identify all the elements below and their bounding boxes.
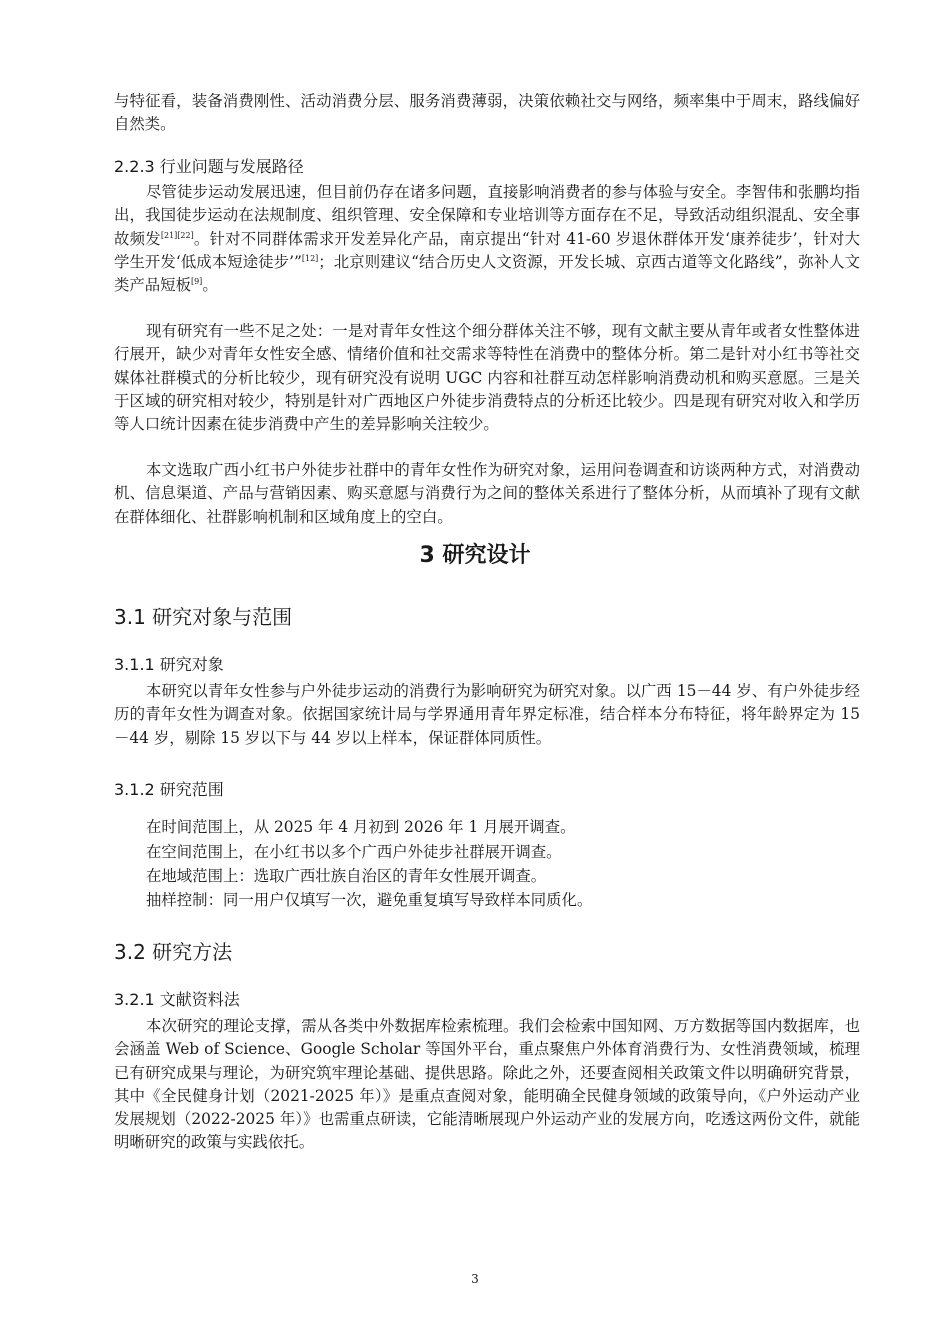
section-heading-3-2: 3.2 研究方法 bbox=[114, 940, 233, 964]
scope-line-sampling: 抽样控制：同一用户仅填写一次，避免重复填写导致样本同质化。 bbox=[146, 891, 593, 909]
section-heading-3-1-1: 3.1.1 研究对象 bbox=[114, 655, 224, 674]
citation-marker: [9] bbox=[190, 277, 203, 287]
paragraph-text: 尽管徒步运动发展迅速，但目前仍存在诸多问题，直接影响消费者的参与体验与安全。李智伟和张鹏均指出，我国徒步运动在法规制度、组织管理、安全保障和专业培训等方面存在不足，导致活动组织混乱、安全事故频发 bbox=[114, 183, 860, 248]
section-heading-3-2-1: 3.2.1 文献资料法 bbox=[114, 990, 240, 1009]
paragraph-text: 。针对不同群体需求开发差异化产品，南京提出“针对 41-60 岁退休群体开发‘康养徒步’，针对大学生开发‘低成本短途徒步’” bbox=[114, 229, 860, 271]
scope-line-time: 在时间范围上，从 2025 年 4 月初到 2026 年 1 月展开调查。 bbox=[146, 818, 576, 836]
section-heading-3-1-2: 3.1.2 研究范围 bbox=[114, 780, 224, 799]
paragraph-text: ；北京则建议“结合历史人文资源，开发长城、京西古道等文化路线”，弥补人文类产品短板 bbox=[114, 252, 860, 295]
section-heading-2-2-3: 2.2.3 行业问题与发展路径 bbox=[114, 157, 304, 176]
section-heading-3-1: 3.1 研究对象与范围 bbox=[114, 605, 293, 629]
scope-line-region: 在地域范围上：选取广西壮族自治区的青年女性展开调查。 bbox=[146, 867, 547, 885]
citation-marker: [12] bbox=[301, 253, 319, 263]
paragraph-literature-method: 本次研究的理论支撑，需从各类中外数据库检索梳理。我们会检索中国知网、万方数据等国内数据库，也会涵盖 Web of Science、Google Scholar 等国外平台，重点聚焦户外体育消费行为、女性消费领域，梳理已有研究成果与理论，为研究筑牢理论基础、提供思路。除此之外，还要查阅相关政策文件以明确研究背景，其中《全民健身计划（2021-2025 年）》是重点查阅对象，能明确全民健身领域的政策导向，《户外运动产业发展规划（2022-2025 年）》也需重点研读，它能清晰展现户外运动产业的发展方向，吃透这两份文件，就能明晰研究的政策与实践依托。 bbox=[114, 1017, 860, 1152]
paragraph-research-gaps: 现有研究有一些不足之处：一是对青年女性这个细分群体关注不够，现有文献主要从青年或者女性整体进行展开，缺少对青年女性安全感、情绪价值和社交需求等特性在消费中的整体分析。第二是针对小红书等社交媒体社群模式的分析比较少，现有研究没有说明 UGC 内容和社群互动怎样影响消费动机和购买意愿。三是关于区域的研究相对较少，特别是针对广西地区户外徒步消费特点的分析还比较少。四是现有研究对收入和学历等人口统计因素在徒步消费中产生的差异影响关注较少。 bbox=[114, 322, 860, 434]
citation-marker: [21][22] bbox=[160, 230, 194, 240]
chapter-title: 3 研究设计 bbox=[419, 543, 531, 568]
paragraph-research-object: 本研究以青年女性参与户外徒步运动的消费行为影响研究为研究对象。以广西 15－44 岁、有户外徒步经历的青年女性为调查对象。依据国家统计局与学界通用青年界定标准，结合样本分布特征，将年龄界定为 15－44 岁，剔除 15 岁以下与 44 岁以上样本，保证群体同质性。 bbox=[114, 682, 860, 747]
page-number: 3 bbox=[471, 1272, 479, 1286]
continued-paragraph: 与特征看，装备消费刚性、活动消费分层、服务消费薄弱，决策依赖社交与网络，频率集中于周末，路线偏好自然类。 bbox=[114, 92, 860, 134]
scope-line-space: 在空间范围上，在小红书以多个广西户外徒步社群展开调查。 bbox=[146, 843, 562, 861]
paragraph-contribution: 本文选取广西小红书户外徒步社群中的青年女性作为研究对象，运用问卷调查和访谈两种方式，对消费动机、信息渠道、产品与营销因素、购买意愿与消费行为之间的整体关系进行了整体分析，从而填补了现有文献在群体细化、社群影响机制和区域角度上的空白。 bbox=[114, 461, 860, 526]
paragraph-industry-problems bbox=[114, 181, 860, 297]
paragraph-text: 。 bbox=[202, 276, 218, 295]
